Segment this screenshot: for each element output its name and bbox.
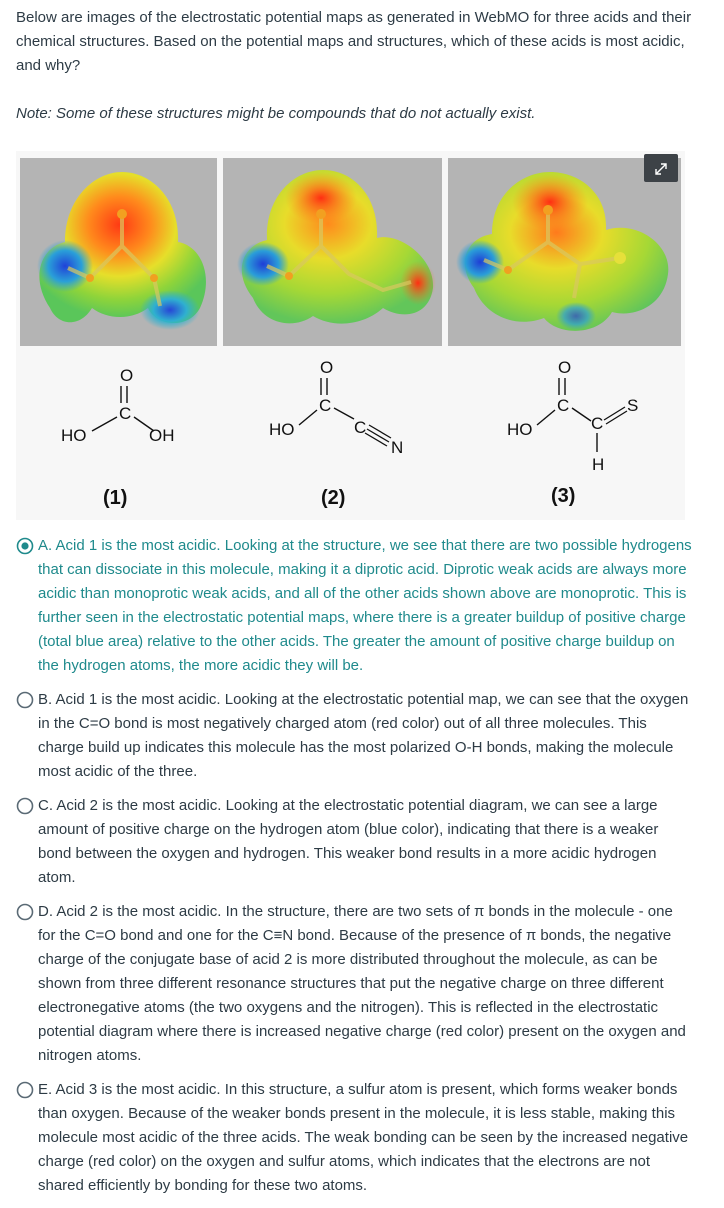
expand-arrows-icon bbox=[644, 154, 678, 182]
choice-c-text: C. Acid 2 is the most acidic. Looking at the electrostatic potential diagram, we can see a large amount of positive charge on the hydrogen atom (blue color), indicating that there is a weaker bond between the oxygen and hydrogen. This weaker bond results in a more acidic hydrogen atom. bbox=[38, 797, 659, 886]
structure-1 bbox=[61, 366, 175, 509]
structure-3-label: (3) bbox=[551, 485, 576, 507]
answer-choices bbox=[16, 534, 692, 1208]
choice-a-text: A. Acid 1 is the most acidic. Looking at the structure, we see that there are two possible hydrogens that can dissociate in this molecule, making it a diprotic acid. Diprotic weak acids are always more acidic than monoprotic weak acids, and all of the other acids shown above are monoprotic. This is further seen in the electrostatic potential maps, where there is a greater buildup of positive charge (total blue area) relative to the other acids. The greater the amount of positive charge buildup on the hydrogen atoms, the more acidic they will be. bbox=[38, 537, 692, 674]
choice-c[interactable] bbox=[16, 794, 692, 890]
question-text: Below are images of the electrostatic potential maps as generated in WebMO for three acids and their chemical structures. Based on the potential maps and structures, which of these acids is most acidic, and why? bbox=[16, 9, 692, 74]
s2-nitrile-carbon: C bbox=[354, 418, 367, 437]
choice-b[interactable] bbox=[16, 688, 692, 784]
acid-figure bbox=[16, 151, 685, 520]
s3-hydrogen: H bbox=[592, 455, 605, 474]
structure-1-label: (1) bbox=[103, 487, 128, 509]
structure-2-label: (2) bbox=[321, 487, 346, 509]
s3-thio-carbon: C bbox=[591, 414, 604, 433]
s1-hydroxyl-right: OH bbox=[149, 426, 175, 445]
potential-map-3 bbox=[448, 158, 681, 346]
choice-e-text: E. Acid 3 is the most acidic. In this structure, a sulfur atom is present, which forms weaker bonds than oxygen. Because of the weaker bonds present in the molecule, it is less stable, making this molecule most acidic of the three acids. The weak bonding can be seen by the increased negative charge (red color) on the oxygen and sulfur atoms, which indicates that the electrons are not shared efficiently by bonding for these two atoms. bbox=[38, 1081, 689, 1194]
s1-carbon: C bbox=[119, 404, 132, 423]
chemical-structures bbox=[16, 349, 685, 520]
s3-carbon: C bbox=[557, 396, 570, 415]
structure-3 bbox=[507, 358, 638, 507]
potential-map-2-image bbox=[223, 158, 442, 346]
s2-carbon: C bbox=[319, 396, 332, 415]
expand-image-button[interactable] bbox=[644, 154, 678, 182]
potential-map-1 bbox=[20, 158, 217, 346]
potential-map-2 bbox=[223, 158, 442, 346]
s1-hydroxyl-left: HO bbox=[61, 426, 87, 445]
choice-e[interactable] bbox=[16, 1078, 692, 1198]
s2-oxygen: O bbox=[320, 358, 334, 377]
structure-2 bbox=[269, 358, 403, 509]
potential-map-3-image bbox=[448, 158, 681, 346]
s2-nitrogen: N bbox=[391, 438, 404, 457]
radio-selected-icon[interactable] bbox=[16, 537, 34, 555]
s3-hydroxyl-left: HO bbox=[507, 420, 533, 439]
choice-d[interactable] bbox=[16, 900, 692, 1068]
radio-unselected-icon[interactable] bbox=[16, 691, 34, 709]
choice-a[interactable] bbox=[16, 534, 692, 678]
s3-oxygen: O bbox=[558, 358, 572, 377]
radio-unselected-icon[interactable] bbox=[16, 797, 34, 815]
s3-sulfur: S bbox=[627, 396, 639, 415]
radio-unselected-icon[interactable] bbox=[16, 903, 34, 921]
choice-d-text: D. Acid 2 is the most acidic. In the structure, there are two sets of π bonds in the molecule - one for the C=O bond and one for the C≡N bond. Because of the presence of π bonds, the negative charge of the conjugate base of acid 2 is more distributed throughout the molecule, as can be shown from three different resonance structures that put the negative charge on three different electronegative atoms (the two oxygens and the nitrogen). This is reflected in the electrostatic potential diagram where there is increased negative charge (red color) present on the oxygen and nitrogen atoms. bbox=[38, 903, 686, 1064]
choice-b-text: B. Acid 1 is the most acidic. Looking at the electrostatic potential map, we can see that the oxygen in the C=O bond is most negatively charged atom (red color) out of all three molecules. This charge build up indicates this molecule has the most polarized O-H bonds, making the molecule most acidic of the three. bbox=[38, 691, 689, 780]
s1-oxygen: O bbox=[120, 366, 134, 385]
radio-unselected-icon[interactable] bbox=[16, 1081, 34, 1099]
question-note: Note: Some of these structures might be compounds that do not actually exist. bbox=[16, 105, 536, 122]
potential-map-1-image bbox=[20, 158, 217, 346]
s2-hydroxyl-left: HO bbox=[269, 420, 295, 439]
